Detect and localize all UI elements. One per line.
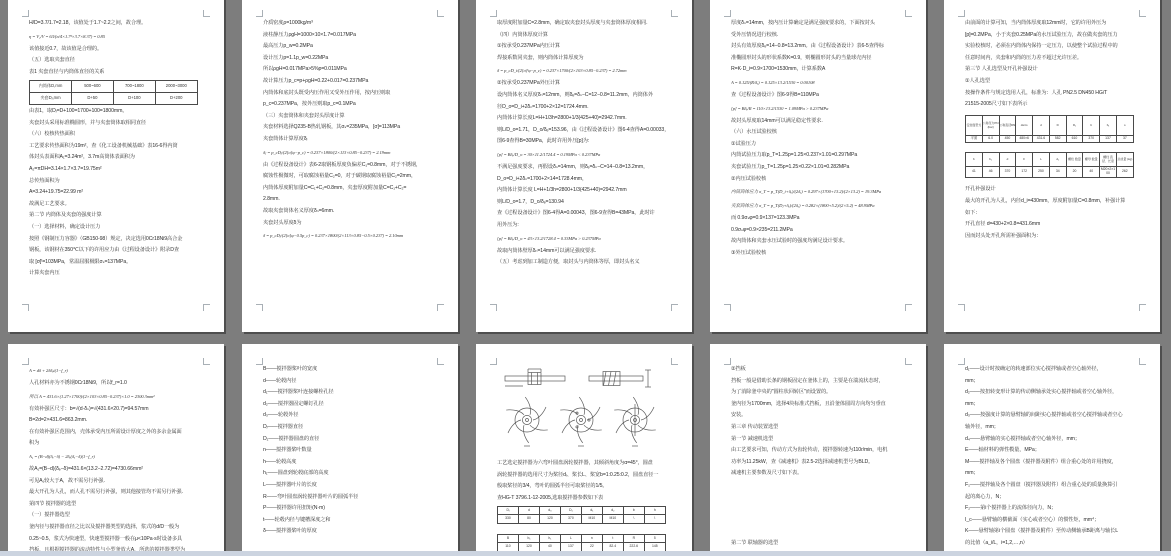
text-line: 准椭圆形封头的形状系数K=0.9，则椭圆形封头的当量球壳内径 bbox=[731, 54, 872, 61]
text-line: ②按承受0.237MPa外压计算 bbox=[497, 80, 561, 87]
text-line: 夹套试验压力p_T=1.25p=1.25×0.22×1.01=0.282MPa bbox=[731, 163, 850, 170]
text-line: 故满足工艺要求。 bbox=[29, 200, 70, 207]
text-line: 查HG-T 3796.1-12-2005,选取搅拌器参数如下表 bbox=[497, 494, 604, 501]
text-line: 第二节 内筒体及夹套的强度计算 bbox=[29, 212, 102, 219]
page-4[interactable] bbox=[710, 0, 926, 332]
margin-mark bbox=[22, 304, 29, 311]
text-line: 体封头表面积A₁=3.24m²，3.7m高筒体表面积为 bbox=[29, 154, 135, 161]
text-line: 取厚度附加量C=2.8mm，确定取夹套封头厚度与夹套筒体厚度相同. bbox=[497, 20, 648, 26]
text-line: （五）考虑到加工制造方便，取封头与内筒体等厚，即封头名义 bbox=[497, 259, 640, 266]
table-cell: b₁ bbox=[982, 153, 999, 167]
text-line: 的比值（a_i/L，i=1,2,…,n） bbox=[965, 539, 1028, 546]
table-cell: 46 bbox=[982, 167, 999, 178]
margin-mark bbox=[437, 304, 444, 311]
data-table bbox=[497, 534, 666, 552]
formula-line: A = dδ + 2δδₑt(1−f_r) bbox=[29, 368, 68, 373]
text-line: d₃——轮毂外径 bbox=[263, 412, 299, 419]
text-line: 查《过程设备设计》图6-9得B=110MPa bbox=[731, 91, 819, 98]
text-line: 径D_o=D_i+2δₙ=1700+2×12=1724.4mm. bbox=[497, 103, 589, 110]
table-cell: 137 bbox=[1100, 136, 1117, 143]
text-line: 液柱静压力ρgH=1000×10×1.7=0.017MPa bbox=[263, 31, 356, 38]
table-cell: 6.0 bbox=[982, 136, 999, 143]
text-line: B——搅拌器桨叶的宽度 bbox=[263, 366, 318, 372]
table-cell: 公称压力PN (bar) bbox=[982, 116, 999, 136]
table-cell: D₁ bbox=[1066, 116, 1083, 136]
text-line: 工艺选定搅拌器为六弯叶圆盘涡轮搅拌器，其倾斜角度为α=45°，圆盘 bbox=[497, 460, 653, 466]
text-line: 故内筒体和夹套水压试验时的强度均满足设计要求。 bbox=[731, 238, 849, 245]
page-2-text bbox=[263, 18, 437, 306]
text-line: d₁——设计时按确定的转速部位实心搅拌轴或者空心轴外径， bbox=[965, 366, 1102, 372]
margin-mark bbox=[203, 10, 210, 17]
table-cell: 内筒体D,mm bbox=[30, 80, 72, 92]
table-cell: 41 bbox=[966, 167, 983, 178]
margin-mark bbox=[671, 304, 678, 311]
table-cell: 22 bbox=[581, 543, 602, 552]
text-line: ①试验压力 bbox=[731, 140, 756, 147]
table-cell: 431.6 bbox=[1033, 136, 1050, 143]
table-cell: 700~1800 bbox=[113, 80, 155, 92]
text-line: 工艺要求传热面积为19m²，查《化工设备机械基础》表16-6得内筒 bbox=[29, 142, 178, 149]
page-7-text bbox=[263, 364, 437, 556]
text-line: p_c=0.237MPa，按外压则取p_c=0.1MPa bbox=[263, 101, 356, 108]
table-cell: D₁ bbox=[560, 506, 581, 515]
table-cell: 262 bbox=[1116, 167, 1133, 178]
table-cell: d₂ bbox=[602, 506, 623, 515]
text-line: L——搅拌器叶片的长度 bbox=[263, 481, 317, 488]
data-table bbox=[497, 506, 666, 524]
margin-mark bbox=[256, 10, 263, 17]
table-cell: d₃ bbox=[539, 506, 560, 515]
page-10-text bbox=[965, 364, 1139, 556]
text-line: 夹套封头采用标准椭圆形，并与夹套筒体取相同直径 bbox=[29, 119, 147, 126]
table-cell: 螺母 数量 bbox=[1083, 153, 1100, 167]
text-line: 腐蚀性极微时，可取腐蚀裕量C₂=0，对于碳钢取腐蚀裕量C₂=2mm， bbox=[263, 173, 417, 180]
table-cell: 密封面型式 bbox=[966, 116, 983, 136]
text-line: F₂——第i个搅拌器上的流体径向力，N； bbox=[965, 505, 1057, 512]
text-line: M——搅拌轴及各个圆盘（搅拌器及附件）组合重心处的许用挠度， bbox=[965, 458, 1117, 465]
table-cell: D bbox=[1049, 116, 1066, 136]
text-line: 受外压情况进行校核. bbox=[731, 31, 779, 38]
impeller-figure bbox=[497, 366, 663, 450]
formula-line: [p] = Bδₑ/R = 110×13.2/1530 = 1.09MPa > 0.237MPa bbox=[731, 105, 829, 111]
text-line: 厚度δₙ=14mm，按内压计算确定是满足强度要求的，下面按封头 bbox=[731, 20, 875, 26]
margin-mark bbox=[958, 10, 965, 17]
text-line: 0.25~0.5，浆式为快速型，快速型搅拌器一般在μ<10Pa·s时设备多具 bbox=[29, 535, 183, 542]
table-cell: d bbox=[999, 153, 1016, 167]
table-cell: 20 bbox=[1066, 167, 1083, 178]
table-cell: 40 bbox=[539, 543, 560, 552]
table-cell: 172 bbox=[1016, 167, 1033, 178]
text-line: 所以ρgH=0.017MPa>5%p=0.011MPa bbox=[263, 66, 347, 73]
margin-mark bbox=[905, 10, 912, 17]
text-line: 釜内径与搅拌器直径之比以及搅拌器类型的选择，浆式的d/D一般为 bbox=[29, 523, 180, 530]
table-cell: d₁ bbox=[1049, 153, 1066, 167]
text-line: 而 0.9σₛφ=0.9×137=123.3MPa bbox=[731, 215, 800, 222]
text-line: h₁——圆盘到轮毂底部的高度 bbox=[263, 470, 329, 477]
text-line: 故A₁=(B−d)(δₑ−δ)=431.6×(13.2−2.72)=4730.66mm² bbox=[29, 465, 143, 472]
text-line: K——悬臂轴第i个圆盘（搅拌器及附件）至传动侧轴承B距离与轴长L bbox=[965, 528, 1119, 535]
table-cell: 82.4 bbox=[602, 543, 623, 552]
table-cell: 610 bbox=[1066, 136, 1083, 143]
text-line: δ——搅拌器桨叶的厚度 bbox=[263, 528, 317, 535]
page-10[interactable] bbox=[944, 344, 1160, 556]
text-line: 由工艺要求可知，传动方式为齿轮传动，搅拌器转速为110r/min，电机 bbox=[731, 447, 888, 454]
page-3[interactable] bbox=[476, 0, 692, 332]
table-cell: h₁ bbox=[539, 534, 560, 543]
text-line: 不满足强度要求，再假设δₙ=14mm，则δₑ=δₙ−C=14−0.8=13.2mm， bbox=[497, 163, 649, 170]
text-line: 故取内筒体壁厚δₙ=14mm可以满足强度要求. bbox=[497, 247, 597, 254]
table-cell: 平面 bbox=[966, 136, 983, 143]
text-line: 起的离心力，N； bbox=[965, 493, 1005, 500]
text-line: 焊接系数同夹套，则内筒体计算厚度为 bbox=[497, 54, 584, 61]
text-line: 夹套材料选择Q235-B热轧钢板，其σₛ=235MPa，[σ]=113MPa bbox=[263, 124, 401, 131]
text-line: I_c——悬臂轴的横截面（实心或者空心）的惯性矩，mm⁴； bbox=[965, 516, 1100, 523]
data-table bbox=[29, 80, 198, 105]
text-line: 封头有效厚度δₑ=14−0.8=13.2mm。由《过程设备设计》表6-5查得标 bbox=[731, 43, 884, 50]
table-cell: d bbox=[518, 506, 539, 515]
table-cell: 582 bbox=[1049, 136, 1066, 143]
margin-mark bbox=[671, 10, 678, 17]
text-line: 夹套筒体计算厚度δⱼ bbox=[263, 135, 308, 142]
text-line: 最大开孔为人孔，而人孔不需另行补强，则其他接管均不需另行补强. bbox=[29, 489, 183, 496]
formula-line: δ = p_cDⱼ/(2[σ]φ−0.5p_c) = 0.237×1800/(2×113×0.85−0.5×0.237) = 2.10mm bbox=[263, 233, 404, 239]
page-1[interactable] bbox=[8, 0, 224, 332]
text-line: 内筒体厚度附加量C=C₁+C₂=0.8mm，夹套厚度附加量C=C₁+C₂= bbox=[263, 184, 407, 191]
text-line: 内筒体计算长度 L=H+1/3h=2800+1/3(425+40)=2942.7mm bbox=[497, 187, 627, 194]
table-cell: M10 bbox=[581, 515, 602, 524]
text-line: 积为 bbox=[29, 440, 40, 447]
formula-line: A₁ = (B−d)(δₑ−δ) − 2δₑ(δₑ−δ)(1−f_r) bbox=[29, 453, 95, 459]
table-cell: L bbox=[1033, 153, 1050, 167]
text-line: d₃——按强度计算的悬臂轴的间距实心搅拌轴或者空心搅拌轴或者空心 bbox=[965, 412, 1123, 419]
page-1-text bbox=[29, 18, 203, 306]
text-line: 则L/D_o=1.71，D_o/δₑ=153.96，由《过程设备设计》图6-4查得A=0.00033， bbox=[497, 126, 670, 133]
table-cell: 37 bbox=[1116, 136, 1133, 143]
table-cell: F bbox=[1016, 153, 1033, 167]
text-line: 为了消除釜中央的"圆柱状回转区"而设置的。 bbox=[731, 389, 832, 396]
table-cell: D+50 bbox=[71, 92, 113, 104]
text-line: [p]=0.2MPa，小于夹套0.25MPa的水压试验压力，故在做夹套的压力 bbox=[965, 31, 1118, 38]
text-line: 21515-2005尺寸如下表所示 bbox=[965, 101, 1028, 108]
text-line: 设内筒体名义厚度δₙ=12mm，则δₑ=δₙ−C=12−0.8=11.2mm，内筒体外 bbox=[497, 91, 653, 98]
text-line: d₄——悬臂轴的实心搅拌轴或者空心轴外径，mm； bbox=[965, 435, 1080, 442]
margin-mark bbox=[256, 304, 263, 311]
page-2[interactable] bbox=[242, 0, 458, 332]
text-line: n——搅拌器桨叶数量 bbox=[263, 447, 312, 454]
text-line: H/D=3.7/1.7=2.18，该值处于1.7~2.2之间，故合理。 bbox=[29, 20, 147, 26]
text-line: 涡轮搅拌器的选用尺寸为桨径dⱼ、桨长L、桨宽b=1:0.25:0.2，圆盘直径一 bbox=[497, 471, 659, 478]
margin-mark bbox=[724, 10, 731, 17]
text-line: （四）内筒体厚度计算 bbox=[497, 31, 548, 38]
text-line: 内筒体和底封头既受内压作用又受外压作用，按内压则取 bbox=[263, 89, 391, 96]
text-line: 最大的开孔为人孔，内径d_i=430mm，厚度附加量C=0.8mm，补强计算 bbox=[965, 198, 1126, 205]
text-line: ③外压试验校核 bbox=[731, 249, 767, 256]
text-line: d₂——搅拌器固定螺钉孔径 bbox=[263, 400, 324, 407]
page-4-text bbox=[731, 18, 905, 306]
text-line: 最高压力p_w=0.2MPa bbox=[263, 43, 313, 50]
table-cell: L bbox=[560, 534, 581, 543]
text-line: A₂=πDH=3.14×1.7×3.7=19.75m² bbox=[29, 166, 102, 172]
text-line: R——弯叶圆盘涡轮搅拌器叶片的圆弧半径 bbox=[263, 493, 359, 500]
table-cell: 34 bbox=[1049, 167, 1066, 178]
page-5-text bbox=[965, 18, 1139, 306]
table-cell: D+200 bbox=[155, 92, 197, 104]
text-line: 开孔补强设计 bbox=[965, 186, 996, 193]
table-cell: B bbox=[498, 534, 519, 543]
table-cell: 2000~3000 bbox=[155, 80, 197, 92]
table-cell: 螺柱 直径、长度 bbox=[1100, 153, 1117, 167]
text-line: 因而封头处开孔所需补强面积为： bbox=[965, 232, 1042, 239]
page-6-text bbox=[29, 364, 203, 556]
formula-line: 内筒筒体应力 σ_T = p_T(D_i+δₑ)/(2δₑ) = 0.297×(1700+13.2)/(2×13.2) = 19.3MPa bbox=[731, 189, 882, 195]
table-cell: 137 bbox=[560, 543, 581, 552]
text-line: 该值接近0.7，故该值是合理的。 bbox=[29, 45, 103, 52]
margin-mark bbox=[490, 10, 497, 17]
margin-mark bbox=[22, 358, 29, 365]
text-line: 在有效补强区范围内，壳体承受内压所需设计厚度之外的多余金属面 bbox=[29, 428, 182, 435]
table-cell: 370 bbox=[560, 515, 581, 524]
page-8[interactable] bbox=[476, 344, 692, 556]
text-line: 取 [σ]ᵗ=103MPa，常温屈服极限σₛ=137MPa。 bbox=[29, 258, 132, 265]
text-line: d₂——按扭转变形计算的传动侧轴承处实心搅拌轴或者空心轴外径， bbox=[965, 389, 1118, 396]
text-line: 介质密度ρ=1000kg/m³ bbox=[263, 20, 313, 26]
spacer bbox=[731, 480, 905, 538]
margin-mark bbox=[437, 10, 444, 17]
text-line: d₁——搅拌器桨叶连接螺栓孔径 bbox=[263, 389, 334, 396]
margin-mark bbox=[1139, 10, 1146, 17]
text-line: 任意时间内，夹套和内筒的压力差不超过允许压差。 bbox=[965, 54, 1083, 61]
margin-mark bbox=[203, 304, 210, 311]
text-line: 减速机主要参数及尺寸如下表。 bbox=[731, 470, 803, 477]
text-line: 实验校核时，必须在内筒体内保持一定压力，以使整个试验过程中的 bbox=[965, 43, 1118, 50]
text-line: A=3.24+19.75=22.99 m² bbox=[29, 189, 83, 196]
table-cell: D+100 bbox=[113, 92, 155, 104]
table-cell: s bbox=[1116, 116, 1133, 136]
text-line: 图6-9查得B=30MPa，此时许用外压[p]为: bbox=[497, 138, 590, 145]
text-line: 第一节 减速机选型 bbox=[731, 435, 774, 442]
spacer bbox=[497, 525, 671, 532]
table-cell: dw×s bbox=[1016, 116, 1033, 136]
spacer bbox=[965, 111, 1139, 114]
text-line: ①人孔选型 bbox=[965, 77, 990, 84]
table-cell: 120 bbox=[539, 515, 560, 524]
text-line: 内筒试验压力取p_T=1.25p=1.25×0.237×1.01=0.297MPa bbox=[731, 152, 858, 159]
text-line: 按照《钢制压力容器》（GB150-98）规定，决定选用0Cr18Ni9高合金 bbox=[29, 235, 183, 242]
text-line: 挡板一般是借助长条的钢板固定在釜体上的，主要是在湍流状态时， bbox=[731, 377, 884, 384]
table-cell: 夹套Dⱼ,mm bbox=[30, 92, 72, 104]
text-line: 第三章 传动装置选型 bbox=[731, 423, 779, 430]
table-cell: b₁ bbox=[518, 534, 539, 543]
text-line: 按操作条件与规定选用人孔，标准为：人孔 PN2.5 DN450 HG/T bbox=[965, 89, 1108, 96]
text-line: 总传热面积为 bbox=[29, 177, 60, 184]
table-cell: M10 bbox=[602, 515, 623, 524]
table-cell: 螺柱 数量 bbox=[1066, 153, 1083, 167]
text-line: mm； bbox=[965, 377, 979, 384]
margin-mark bbox=[437, 358, 444, 365]
text-line: （一）选择材料，确定设计压力 bbox=[29, 223, 101, 230]
table-cell: 250 bbox=[1033, 167, 1050, 178]
text-line: 可见A₁较大于A，故不需另行补强. bbox=[29, 477, 105, 484]
table-cell: 480×6 bbox=[1016, 136, 1033, 143]
text-line: 表1 夹套直径与内筒体直径的关系 bbox=[29, 68, 105, 75]
table-cell: \ bbox=[623, 515, 644, 524]
text-line: 内筒体计算长度L=H+1/3h=2800+1/3(425+40)=2942.7mm. bbox=[497, 115, 627, 122]
table-cell: b₁ bbox=[1100, 116, 1117, 136]
formula-line: 所以 A = 431.6×(1.27×1700)/(2×103×0.85−0.237)×1.0 = 2300.3mm² bbox=[29, 393, 155, 399]
text-line: mm； bbox=[965, 470, 979, 477]
data-table bbox=[965, 152, 1134, 178]
text-line: ②挡板 bbox=[731, 366, 746, 372]
table-cell: 370 bbox=[999, 167, 1016, 178]
table-cell: n bbox=[581, 534, 602, 543]
text-line: mm； bbox=[965, 400, 979, 407]
margin-mark bbox=[905, 304, 912, 311]
text-line: 由表1，取Dⱼ=D+100=1700+100=1800mm。 bbox=[29, 108, 128, 115]
table-cell: M20×2×100 bbox=[1100, 167, 1117, 178]
table-cell: 公称直径DN bbox=[999, 116, 1016, 136]
table-cell: 370 bbox=[1083, 136, 1100, 143]
margin-mark bbox=[490, 304, 497, 311]
margin-mark bbox=[724, 358, 731, 365]
text-line: 设计压力p=1.1p_w=0.22MPa bbox=[263, 54, 329, 61]
text-line: R=K·D_i=0.9×1700=1530mm，计算系数A bbox=[731, 66, 826, 73]
table-cell: 80 bbox=[518, 515, 539, 524]
text-line: 开孔直径 d=430+2×0.8=431.6mm bbox=[965, 221, 1041, 228]
text-line: 2.8mm. bbox=[263, 196, 280, 203]
page-9[interactable] bbox=[710, 344, 926, 556]
text-line: 功率为11.25kW，查《减速机》表2.5-2选择减速机型号为BLD。 bbox=[731, 458, 874, 465]
text-line: （三）夹套筒体和夹套封头厚度计算 bbox=[263, 112, 345, 119]
text-line: 由前面的计算可知，当内筒体厚度取12mm时，它的许用外压为 bbox=[965, 20, 1107, 26]
text-line: 故取夹套筒体名义厚度δₙ=6mm. bbox=[263, 207, 335, 214]
text-line: 故计算压力p_c=p+ρgH=0.22+0.017=0.237MPa bbox=[263, 77, 369, 84]
text-line: 人孔材料亦为不锈钢0Cr18Ni9，所以f_r=1.0 bbox=[29, 380, 127, 386]
text-line: E——轴材料的弹性模量，MPa； bbox=[965, 447, 1040, 454]
table-cell: 500~600 bbox=[71, 80, 113, 92]
text-line: 用外压为: bbox=[497, 221, 519, 228]
table-cell: \ bbox=[644, 515, 665, 524]
table-cell: t bbox=[602, 534, 623, 543]
table-cell: 40 bbox=[1083, 167, 1100, 178]
table-cell: d bbox=[1033, 116, 1050, 136]
margin-mark bbox=[724, 304, 731, 311]
margin-mark bbox=[1139, 358, 1146, 365]
text-line: Dⱼ——搅拌器直径 bbox=[263, 423, 304, 430]
text-line: 有效补强区尺寸：b=√(d·δₙ)=√(431.6×20.7)=94.57mm bbox=[29, 405, 149, 412]
text-line: 第四节 搅拌器的选型 bbox=[29, 500, 77, 507]
formula-line: [p] = Bδₑ/D_o = 43×13.2/1728.4 = 0.33MPa > 0.237MPa bbox=[497, 235, 601, 241]
margin-mark bbox=[1139, 304, 1146, 311]
text-line: 查《过程设备设计》图6-4得A=0.00043，图6-9查得B=43MPa，此时许 bbox=[497, 210, 655, 217]
table-cell: b bbox=[623, 506, 644, 515]
margin-mark bbox=[671, 358, 678, 365]
text-line: D_o=D_i+2δₙ=1700+2×14=1728.4mm， bbox=[497, 175, 588, 182]
page-8-text bbox=[497, 364, 671, 556]
table-cell: b bbox=[966, 153, 983, 167]
formula-line: δⱼ = p_cDⱼ/(2[σ]φ−p_c) = 0.237×1800/(2×113×0.85−0.237) = 2.19mm bbox=[263, 149, 391, 155]
formula-line: η = V₁/V = 63/(π/4×1.7²×3.7×8.37) = 0.85 bbox=[29, 33, 105, 39]
formula-line: A = 0.125/(R/δₑ) = 0.125×13.2/1530 = 0.00108 bbox=[731, 79, 815, 85]
table-cell: 145 bbox=[644, 543, 665, 552]
page-6[interactable] bbox=[8, 344, 224, 556]
window-bottom-edge bbox=[0, 551, 1171, 556]
table-cell: 222.6 bbox=[623, 543, 644, 552]
text-line: （六）校核传热面积 bbox=[29, 131, 75, 138]
table-cell: b bbox=[1083, 116, 1100, 136]
text-line: P——搅拌器许用扭矩(N·m) bbox=[263, 505, 325, 512]
margin-mark bbox=[256, 358, 263, 365]
table-cell: 330 bbox=[498, 515, 519, 524]
text-line: 则L/D_o=1.7，D_o/δₑ=130.94 bbox=[497, 198, 564, 205]
text-line: B=2d=2×431.6=863.2mm. bbox=[29, 417, 88, 424]
table-cell: 450 bbox=[999, 136, 1016, 143]
text-line: 由《过程设备设计》表6-2取钢板厚度负偏差C₁=0.8mm，对于不锈钢， bbox=[263, 161, 421, 168]
table-cell: Dⱼ bbox=[498, 506, 519, 515]
text-line: t——轮毂内径与键槽深度之和 bbox=[263, 516, 331, 523]
text-line: F₁——搅拌轴及各个圆盘（搅拌器及附件）组合重心处的质量换算引 bbox=[965, 481, 1118, 488]
text-line: 轴外径，mm； bbox=[965, 423, 999, 430]
formula-line: 夹套筒体应力 σ_T = p_T(Dⱼ+δₑ)/(2δₑ) = 0.282×(1800+5.2)/(2×5.2) = 48.9MPa bbox=[731, 203, 875, 209]
text-line: （六）水压试验校核 bbox=[731, 129, 777, 136]
table-cell: δ bbox=[644, 534, 665, 543]
text-line: 般取桨径的3/4，弯叶的圆弧半径可取桨径的1/5。 bbox=[497, 483, 608, 490]
page-7[interactable] bbox=[242, 344, 458, 556]
data-table bbox=[965, 115, 1134, 143]
margin-mark bbox=[203, 358, 210, 365]
text-line: 故封头厚度取14mm可以满足稳定性要求. bbox=[731, 117, 823, 124]
table-cell: 110 bbox=[498, 543, 519, 552]
text-line: h——轮毂高度 bbox=[263, 458, 297, 465]
text-line: 釜内径为1700mm，选择4块标准式挡板，且沿釜体圆周方向均匀垂直 bbox=[731, 400, 886, 407]
page-3-text bbox=[497, 18, 671, 306]
text-line: 第二节 联轴器的选型 bbox=[731, 539, 779, 546]
margin-mark bbox=[905, 358, 912, 365]
page-5[interactable] bbox=[944, 0, 1160, 332]
margin-mark bbox=[958, 304, 965, 311]
text-line: （一）搅拌器选型 bbox=[29, 512, 70, 519]
table-cell: 120 bbox=[518, 543, 539, 552]
margin-mark bbox=[958, 358, 965, 365]
page-9-text bbox=[731, 364, 905, 556]
text-line: 钢板，该钢材在350℃以下的许用应力由《过程设备设计》附录D查 bbox=[29, 247, 180, 254]
text-line: 安装。 bbox=[731, 412, 747, 419]
text-line: （五）选取夹套直径 bbox=[29, 57, 75, 64]
formula-line: δ = p_cD_i/(2[σ]ᵗφ−p_c) = 0.237×1700/(2×103×0.85−0.237) = 2.72mm bbox=[497, 68, 627, 74]
text-line: 夹套封头厚度δ为 bbox=[263, 219, 302, 226]
margin-mark bbox=[490, 358, 497, 365]
table-cell: d₁ bbox=[581, 506, 602, 515]
text-line: 如下： bbox=[965, 209, 981, 216]
text-line: D₁——搅拌器圆盘的直径 bbox=[263, 435, 320, 442]
text-line: d——轮毂内径 bbox=[263, 377, 297, 384]
table-cell: h bbox=[644, 506, 665, 515]
text-line: ①按承受0.237MPa内压计算 bbox=[497, 43, 561, 50]
text-line: 计算夹套内压 bbox=[29, 270, 60, 277]
text-line: 0.9σₛφ=0.9×235=211.2MPa bbox=[731, 226, 793, 233]
table-cell: 总质量 (kg) bbox=[1116, 153, 1133, 167]
text-line: 第三节 人孔选型及开孔补强设计 bbox=[965, 66, 1038, 73]
margin-mark bbox=[22, 10, 29, 17]
formula-line: [p] = Bδₑ/D_o = 30×11.2/1724.4 = 0.19MPa < 0.237MPa bbox=[497, 151, 601, 157]
table-cell: R bbox=[623, 534, 644, 543]
spacer bbox=[965, 145, 1139, 151]
text-line: ②内压试验校核 bbox=[731, 175, 767, 182]
